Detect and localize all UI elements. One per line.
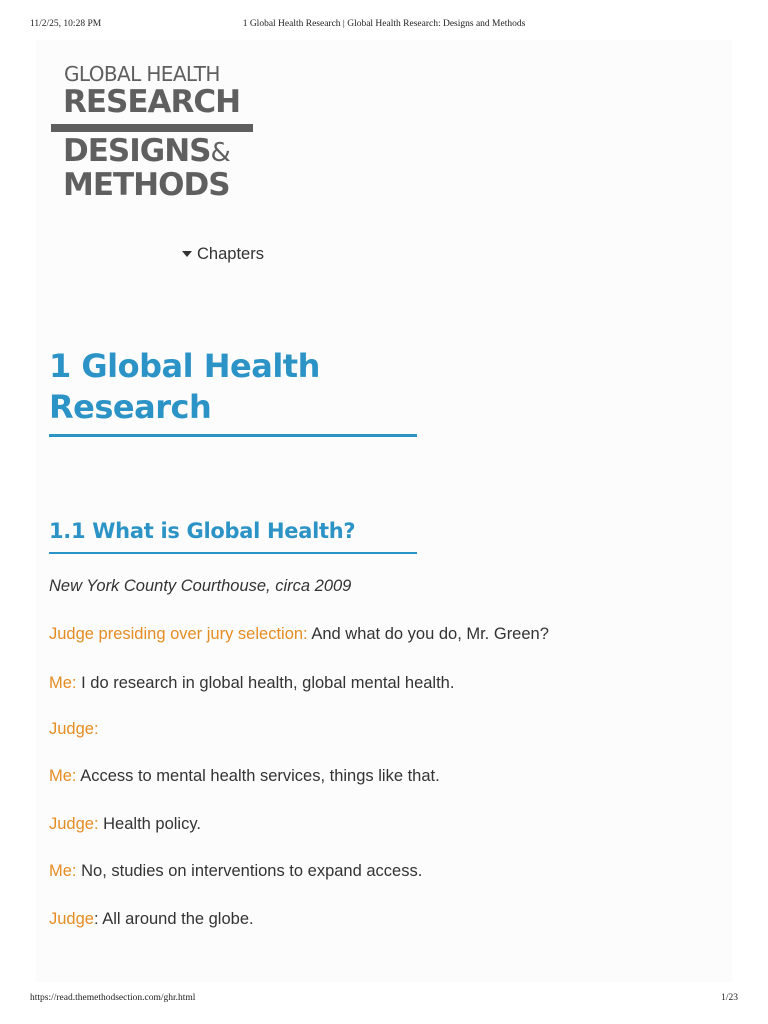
- logo-line-methods: METHODS: [63, 167, 230, 203]
- chapters-toggle[interactable]: [182, 245, 264, 264]
- dialogue-speaker: Me:: [49, 862, 77, 880]
- dialogue-text: No, studies on interventions to expand access.: [76, 862, 423, 880]
- chapter-title-underline: [49, 434, 417, 437]
- print-url: https://read.themethodsection.com/ghr.html: [30, 993, 196, 1003]
- chapter-title: [49, 346, 417, 428]
- dialogue-speaker: Judge presiding over jury selection:: [49, 625, 308, 643]
- print-page-title: 1 Global Health Research | Global Health Research: Designs and Methods: [242, 19, 526, 29]
- dialogue-text: I do research in global health, global mental health.: [76, 674, 455, 692]
- dialogue-text: Health policy.: [98, 815, 201, 833]
- dialogue-text: : All around the globe.: [93, 910, 254, 928]
- dialogue-speaker: Me:: [49, 674, 77, 692]
- dialogue-speaker: Judge:: [49, 815, 99, 833]
- logo-designs-word: DESIGNS: [63, 133, 211, 169]
- print-page-number: 1/23: [721, 993, 738, 1003]
- dialogue-line: [49, 910, 254, 929]
- dialogue-line: [49, 720, 99, 739]
- logo-line-designs: [63, 133, 231, 169]
- dialogue-line: [49, 862, 422, 881]
- caret-down-icon: [182, 251, 192, 257]
- dialogue-line: [49, 767, 440, 786]
- logo-line-global-health: GLOBAL HEALTH: [64, 62, 220, 86]
- logo-ampersand: &: [210, 138, 231, 168]
- dialogue-line: [49, 815, 201, 834]
- dialogue-line: [49, 625, 549, 644]
- section-title-underline: [49, 552, 417, 554]
- logo-divider: [51, 124, 253, 132]
- dialogue-line: [49, 674, 454, 693]
- chapter-title-line-2: Research: [49, 388, 212, 426]
- chapters-label: Chapters: [197, 245, 264, 263]
- print-datetime: 11/2/25, 10:28 PM: [30, 19, 102, 29]
- dialogue-speaker: Me:: [49, 767, 77, 785]
- dialogue-text: And what do you do, Mr. Green?: [307, 625, 549, 643]
- dialogue-text: Access to mental health services, things like that.: [76, 767, 440, 785]
- dialogue-speaker: Judge: [49, 910, 94, 928]
- dialogue-speaker: Judge:: [49, 720, 99, 738]
- chapter-title-line-1: 1 Global Health: [49, 347, 320, 385]
- section-title: 1.1 What is Global Health?: [49, 519, 356, 543]
- setting-line: New York County Courthouse, circa 2009: [49, 577, 352, 595]
- logo-line-research: RESEARCH: [63, 84, 241, 120]
